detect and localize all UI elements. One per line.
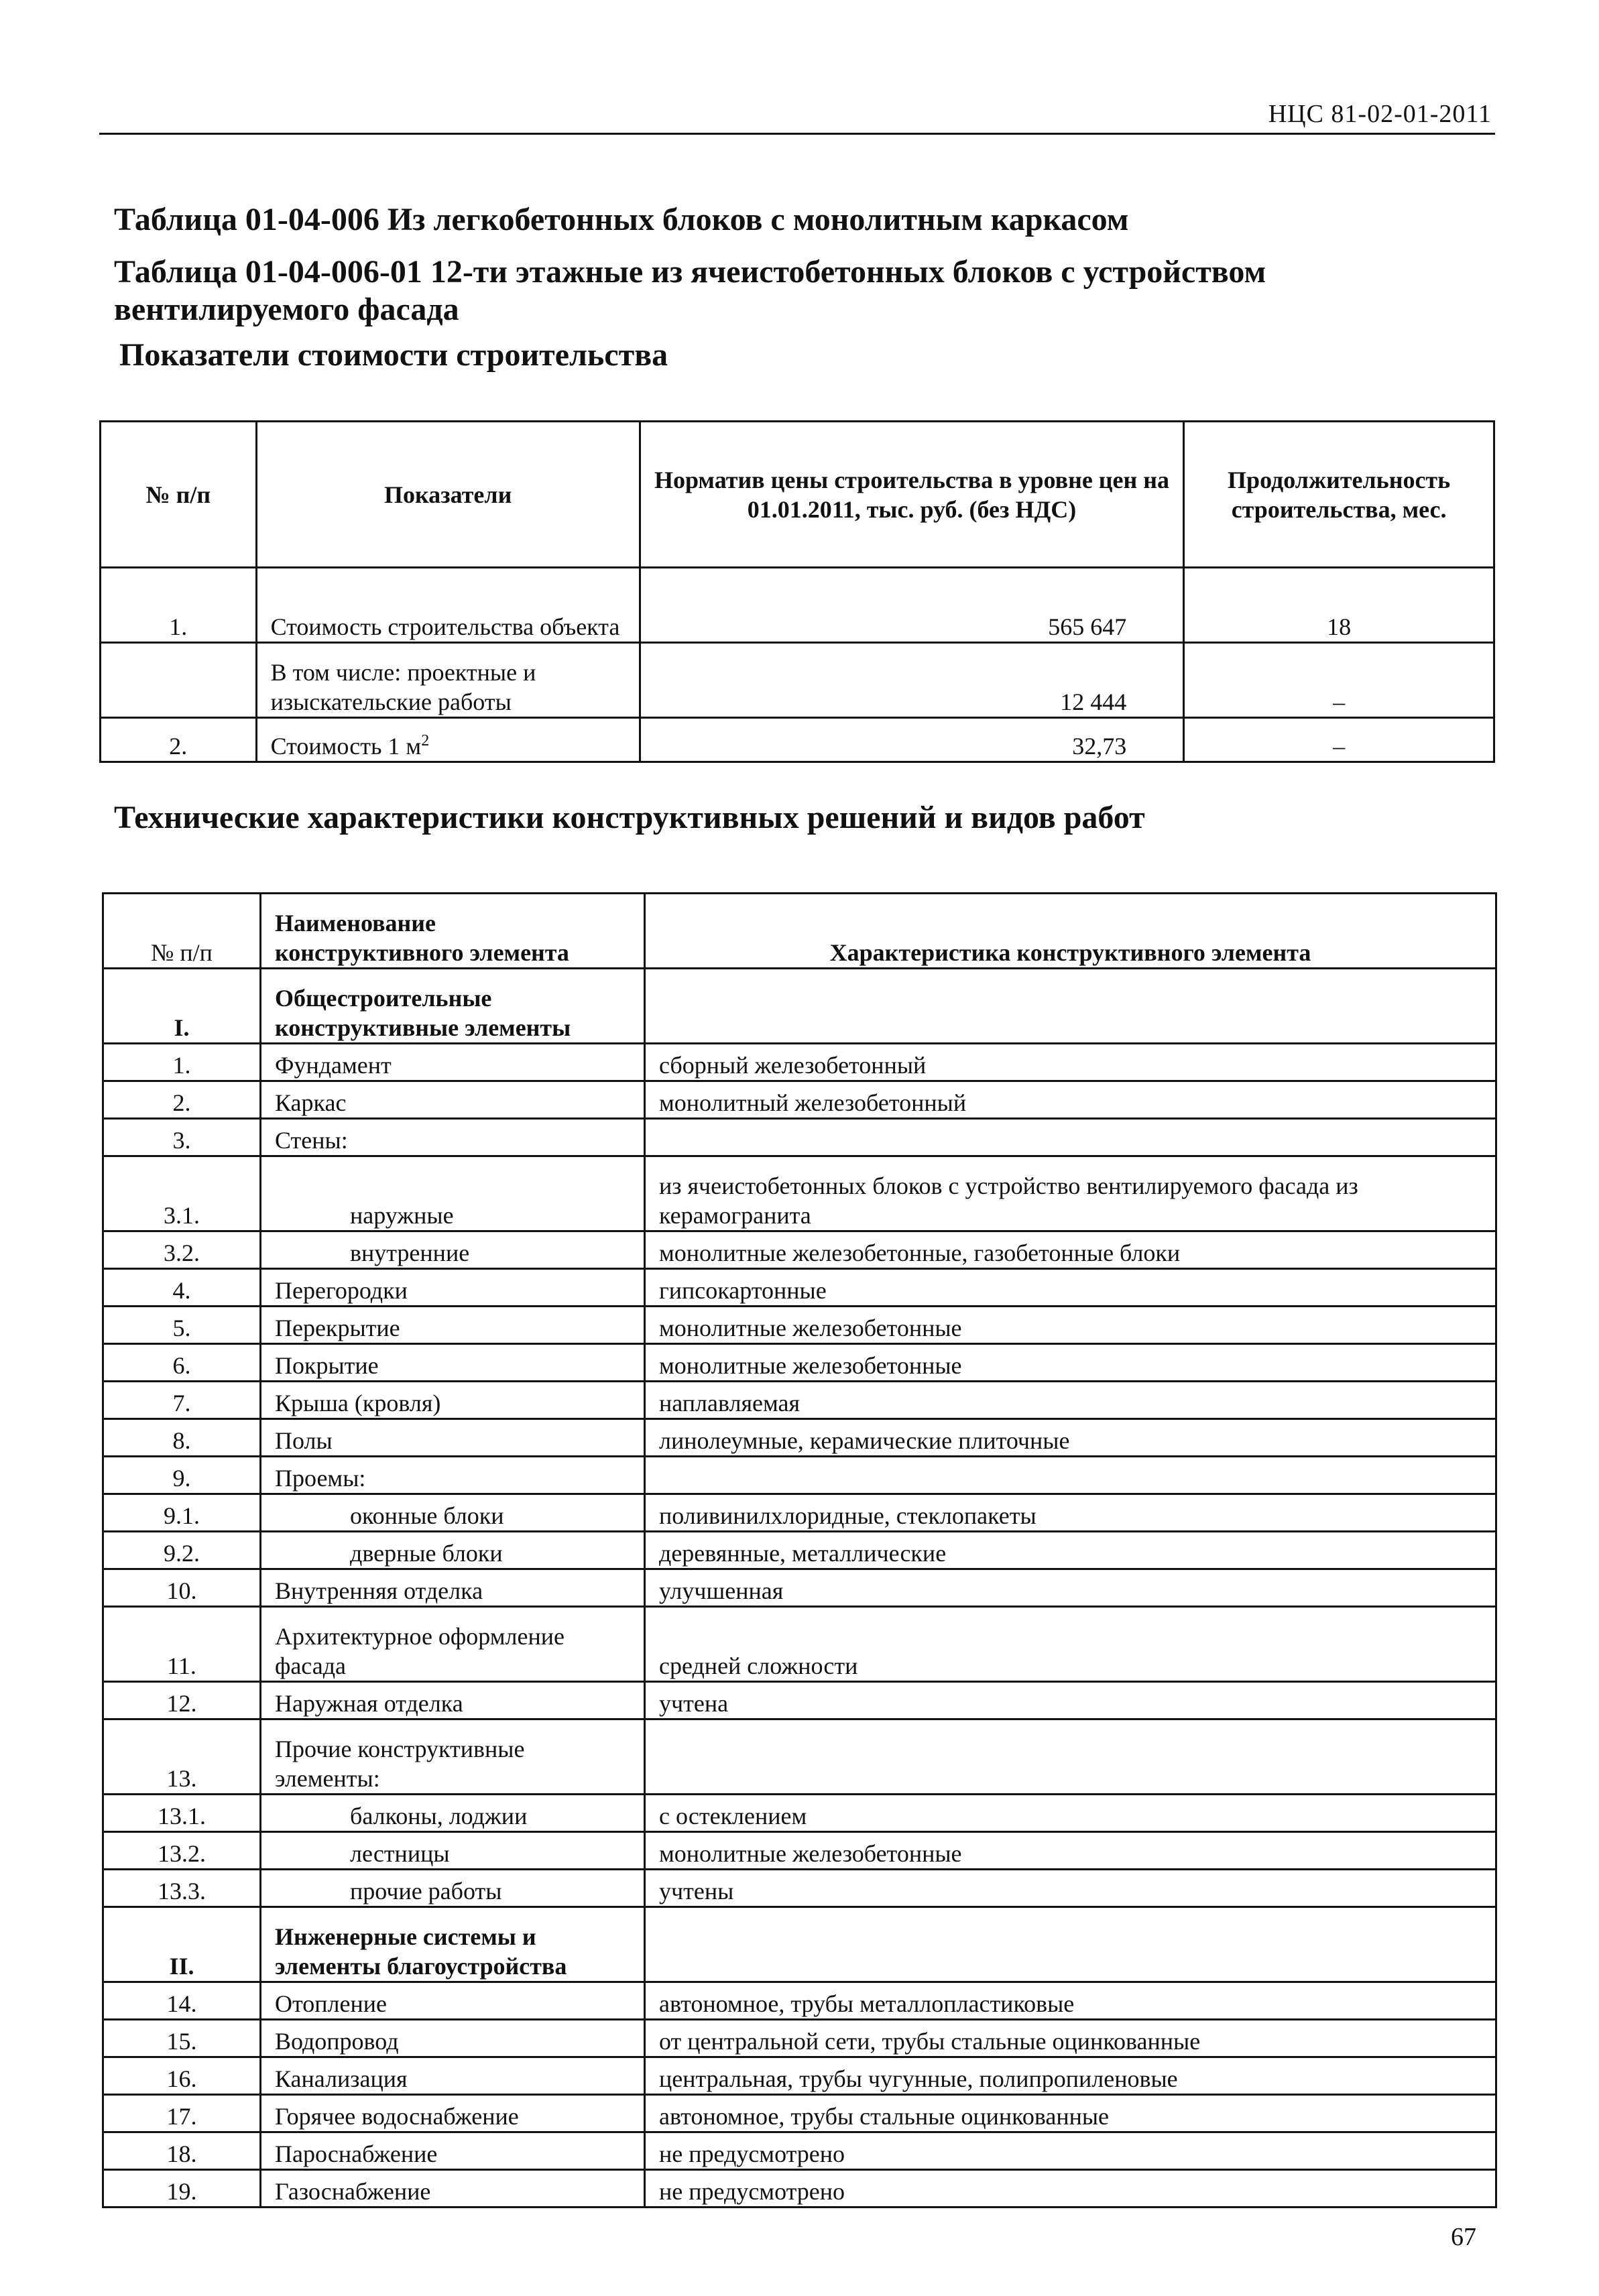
row-element-name: Канализация	[261, 2057, 645, 2095]
row-num	[101, 643, 257, 718]
table-row	[103, 1682, 1496, 1719]
row-num: 13.1.	[103, 1795, 261, 1832]
row-num: 13.	[103, 1719, 261, 1795]
table-row	[103, 1307, 1496, 1344]
row-element-name: наружные	[261, 1156, 645, 1231]
row-num: 9.2.	[103, 1532, 261, 1569]
row-element-name: прочие работы	[261, 1870, 645, 1907]
row-element-name: Покрытие	[261, 1344, 645, 1382]
row-characteristic: деревянные, металлические	[645, 1532, 1496, 1569]
row-label-superscript: 2	[421, 732, 430, 749]
table-row	[103, 1532, 1496, 1569]
table-row	[103, 1119, 1496, 1156]
row-characteristic: учтены	[645, 1870, 1496, 1907]
tech-header-characteristic: Характеристика конструктивного элемента	[645, 894, 1496, 969]
table-row	[101, 643, 1494, 718]
page-number: 67	[1451, 2223, 1476, 2251]
row-element-name: Каркас	[261, 1081, 645, 1119]
cost-heading: Показатели стоимости строительства	[119, 337, 668, 373]
row-num: I.	[103, 969, 261, 1044]
table-row	[101, 568, 1494, 643]
row-element-name: Крыша (кровля)	[261, 1382, 645, 1419]
row-element-name: внутренние	[261, 1231, 645, 1269]
row-num: 2.	[103, 1081, 261, 1119]
table-row	[103, 1569, 1496, 1607]
row-num: 14.	[103, 1982, 261, 2020]
tech-table-header-row	[103, 894, 1496, 969]
row-characteristic: линолеумные, керамические плиточные	[645, 1419, 1496, 1457]
row-label-text: Стоимость 1 м	[270, 733, 422, 760]
row-element-name: Водопровод	[261, 2020, 645, 2057]
table-row	[103, 1382, 1496, 1419]
row-characteristic: улучшенная	[645, 1569, 1496, 1607]
table-row	[103, 1156, 1496, 1231]
row-element-name: Проемы:	[261, 1457, 645, 1494]
row-characteristic: центральная, трубы чугунные, полипропиленовые	[645, 2057, 1496, 2095]
row-characteristic: наплавляемая	[645, 1382, 1496, 1419]
row-num: 16.	[103, 2057, 261, 2095]
table-row	[103, 2057, 1496, 2095]
row-characteristic: от центральной сети, трубы стальные оцинкованные	[645, 2020, 1496, 2057]
cost-header-norm: Норматив цены строительства в уровне цен на 01.01.2011, тыс. руб. (без НДС)	[640, 422, 1183, 568]
table-row	[103, 1457, 1496, 1494]
row-num: 2.	[101, 718, 257, 762]
row-num: 13.3.	[103, 1870, 261, 1907]
row-duration: –	[1184, 718, 1494, 762]
table-row	[103, 1419, 1496, 1457]
row-value: 32,73	[640, 718, 1183, 762]
row-element-name: Газоснабжение	[261, 2170, 645, 2208]
tech-table	[102, 892, 1497, 2208]
table-row	[103, 1982, 1496, 2020]
cost-header-num: № п/п	[101, 422, 257, 568]
tech-heading: Технические характеристики конструктивных решений и видов работ	[114, 800, 1145, 835]
row-duration: 18	[1184, 568, 1494, 643]
table-row	[103, 2020, 1496, 2057]
row-characteristic: автономное, трубы стальные оцинкованные	[645, 2095, 1496, 2132]
row-element-name: Архитектурное оформление фасада	[261, 1607, 645, 1682]
row-element-name: Перекрытие	[261, 1307, 645, 1344]
header-rule	[99, 133, 1495, 135]
table-title: Таблица 01-04-006 Из легкобетонных блоков с монолитным каркасом	[114, 202, 1129, 237]
row-characteristic	[645, 1719, 1496, 1795]
document-code: НЦС 81-02-01-2011	[1268, 100, 1492, 128]
row-characteristic: не предусмотрено	[645, 2132, 1496, 2170]
row-num: 5.	[103, 1307, 261, 1344]
row-element-name: Внутренняя отделка	[261, 1569, 645, 1607]
table-row	[103, 1795, 1496, 1832]
row-num: 17.	[103, 2095, 261, 2132]
row-characteristic: из ячеистобетонных блоков с устройство вентилируемого фасада из керамогранита	[645, 1156, 1496, 1231]
row-num: 9.1.	[103, 1494, 261, 1532]
row-element-name: балконы, лоджии	[261, 1795, 645, 1832]
row-num: 3.2.	[103, 1231, 261, 1269]
table-row	[103, 1870, 1496, 1907]
cost-header-indicators: Показатели	[256, 422, 640, 568]
table-row	[103, 1269, 1496, 1307]
row-element-name: Фундамент	[261, 1044, 645, 1081]
row-num: 19.	[103, 2170, 261, 2208]
row-element-name: дверные блоки	[261, 1532, 645, 1569]
row-element-name: Прочие конструктивные элементы:	[261, 1719, 645, 1795]
row-element-name: оконные блоки	[261, 1494, 645, 1532]
row-num: 9.	[103, 1457, 261, 1494]
row-characteristic: учтена	[645, 1682, 1496, 1719]
cost-header-duration: Продолжительность строительства, мес.	[1184, 422, 1494, 568]
row-characteristic: сборный железобетонный	[645, 1044, 1496, 1081]
row-characteristic: автономное, трубы металлопластиковые	[645, 1982, 1496, 2020]
table-row	[103, 1344, 1496, 1382]
row-characteristic: монолитные железобетонные	[645, 1344, 1496, 1382]
cost-table	[99, 420, 1495, 763]
row-duration: –	[1184, 643, 1494, 718]
row-element-name: Перегородки	[261, 1269, 645, 1307]
section-row	[103, 1907, 1496, 1982]
row-label: В том числе: проектные и изыскательские работы	[256, 643, 640, 718]
row-element-name: Наружная отделка	[261, 1682, 645, 1719]
row-num: 4.	[103, 1269, 261, 1307]
row-characteristic: с остеклением	[645, 1795, 1496, 1832]
section-row	[103, 969, 1496, 1044]
row-num: II.	[103, 1907, 261, 1982]
row-element-name: Пароснабжение	[261, 2132, 645, 2170]
row-characteristic	[645, 1457, 1496, 1494]
table-row	[103, 1607, 1496, 1682]
table-row	[103, 1494, 1496, 1532]
tech-header-num: № п/п	[103, 894, 261, 969]
row-num: 18.	[103, 2132, 261, 2170]
row-characteristic	[645, 969, 1496, 1044]
row-element-name: Отопление	[261, 1982, 645, 2020]
row-element-name: Горячее водоснабжение	[261, 2095, 645, 2132]
row-num: 3.	[103, 1119, 261, 1156]
row-num: 1.	[103, 1044, 261, 1081]
row-characteristic: монолитные железобетонные	[645, 1832, 1496, 1870]
row-characteristic: гипсокартонные	[645, 1269, 1496, 1307]
cost-table-header-row	[101, 422, 1494, 568]
row-num: 13.2.	[103, 1832, 261, 1870]
row-characteristic	[645, 1119, 1496, 1156]
table-row	[103, 2170, 1496, 2208]
row-element-name: Общестроительные конструктивные элементы	[261, 969, 645, 1044]
row-characteristic	[645, 1907, 1496, 1982]
row-element-name: Стены:	[261, 1119, 645, 1156]
row-label: Стоимость строительства объекта	[256, 568, 640, 643]
row-element-name: Полы	[261, 1419, 645, 1457]
table-row	[103, 2132, 1496, 2170]
table-row	[103, 2095, 1496, 2132]
table-row	[103, 1719, 1496, 1795]
row-value: 12 444	[640, 643, 1183, 718]
row-num: 10.	[103, 1569, 261, 1607]
row-characteristic: не предусмотрено	[645, 2170, 1496, 2208]
row-num: 11.	[103, 1607, 261, 1682]
row-element-name: Инженерные системы и элементы благоустройства	[261, 1907, 645, 1982]
row-num: 3.1.	[103, 1156, 261, 1231]
row-num: 15.	[103, 2020, 261, 2057]
subtable-title: Таблица 01-04-006-01 12-ти этажные из ячеистобетонных блоков с устройством вентилируемого фасада	[114, 254, 1266, 327]
row-num: 7.	[103, 1382, 261, 1419]
row-num: 6.	[103, 1344, 261, 1382]
row-num: 12.	[103, 1682, 261, 1719]
row-characteristic: средней сложности	[645, 1607, 1496, 1682]
row-element-name: лестницы	[261, 1832, 645, 1870]
row-num: 8.	[103, 1419, 261, 1457]
table-row	[103, 1231, 1496, 1269]
tech-table-body	[103, 894, 1496, 2208]
table-row	[103, 1832, 1496, 1870]
row-label	[256, 718, 640, 762]
row-characteristic: монолитные железобетонные, газобетонные блоки	[645, 1231, 1496, 1269]
row-characteristic: монолитный железобетонный	[645, 1081, 1496, 1119]
row-num: 1.	[101, 568, 257, 643]
row-characteristic: монолитные железобетонные	[645, 1307, 1496, 1344]
tech-header-name: Наименование конструктивного элемента	[261, 894, 645, 969]
table-row	[101, 718, 1494, 762]
table-row	[103, 1044, 1496, 1081]
table-row	[103, 1081, 1496, 1119]
row-characteristic: поливинилхлоридные, стеклопакеты	[645, 1494, 1496, 1532]
row-value: 565 647	[640, 568, 1183, 643]
